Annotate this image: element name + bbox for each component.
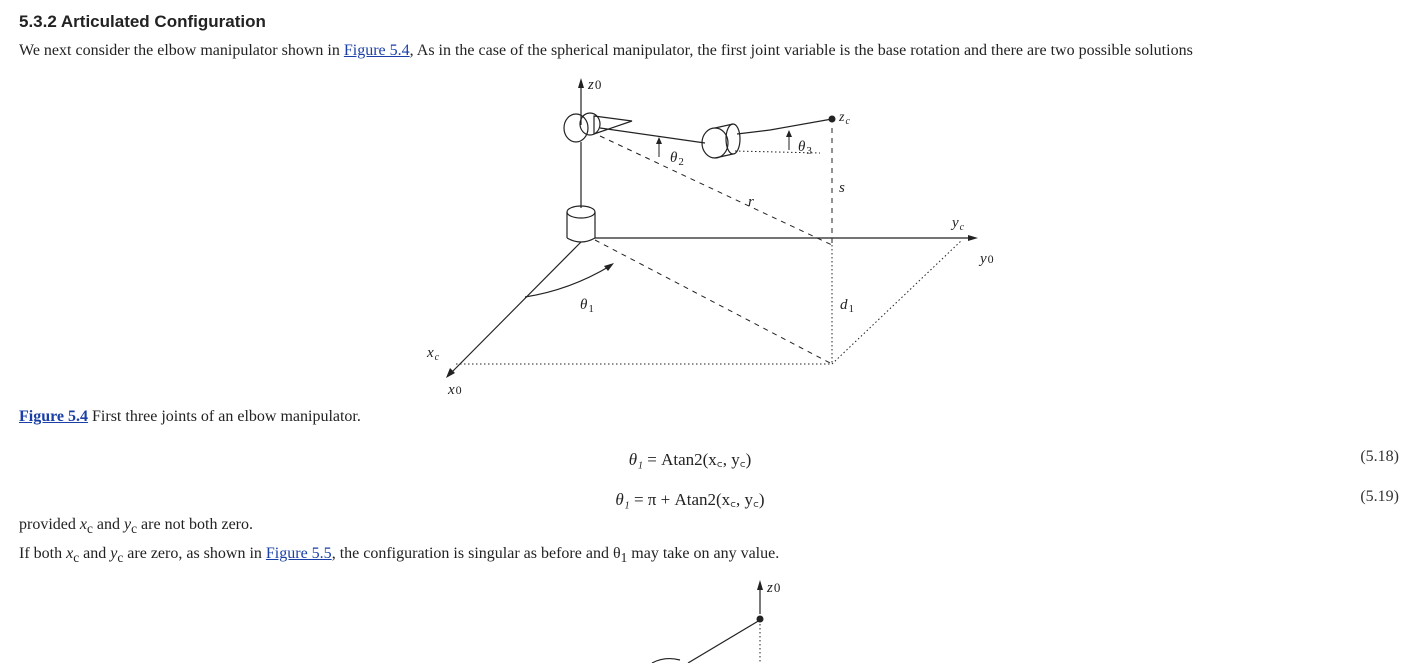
d1-label: $d_1$ xyxy=(840,297,854,315)
y0-label: y0 xyxy=(980,251,994,267)
theta1-label: $\theta_1$ xyxy=(580,297,594,315)
fig55-forearm xyxy=(688,620,760,663)
singular-paragraph: If both $x_c$ and $y_c$ are zero, as shown in Figure 5.5, the configuration is singular as before and $\theta_1$ may take on any value. xyxy=(19,545,780,566)
fig55-z0-arrowhead xyxy=(757,580,763,590)
zc-label: $z_c$ xyxy=(839,110,850,127)
fig55-z0-label: z0 xyxy=(767,580,781,596)
y0-arrowhead xyxy=(968,235,978,241)
section-heading: 5.3.2 Articulated Configuration xyxy=(19,12,266,31)
equation-number-5-18: (5.18) xyxy=(1360,448,1399,465)
theta3-label: $\theta_3$ xyxy=(798,139,812,157)
z0-label: z0 xyxy=(588,77,602,93)
eq1-rhs: = Atan2(x꜀, y꜀) xyxy=(647,450,752,469)
fig55-wrist-point xyxy=(757,616,764,623)
intro-text-before: We next consider the elbow manipulator shown in xyxy=(19,42,344,59)
yc-label: $y_c$ xyxy=(952,215,965,233)
wrist-center-point xyxy=(829,116,836,123)
shoulder-joint xyxy=(564,114,588,142)
theta2-label: $\theta_2$ xyxy=(670,150,684,168)
figure-5-4-caption xyxy=(19,408,361,426)
equation-5-18 xyxy=(560,447,820,470)
theta3-arrowhead xyxy=(786,130,792,137)
eq2-lhs: θ₁ xyxy=(615,490,630,509)
ground-dotted-y xyxy=(832,240,962,364)
caption-text: First three joints of an elbow manipulator. xyxy=(88,408,361,425)
equation-5-19 xyxy=(560,487,820,510)
equation-number-5-19: (5.19) xyxy=(1360,488,1399,505)
theta1-arc xyxy=(525,266,610,297)
xc-label: $x_c$ xyxy=(427,345,440,363)
upper-link xyxy=(600,128,705,143)
elbow-joint xyxy=(702,128,728,158)
forearm-link xyxy=(737,119,832,134)
z0-arrowhead xyxy=(578,78,584,88)
fig55-elbow-joint xyxy=(652,659,680,663)
s-label: s xyxy=(839,180,845,196)
caption-figure-5-4-link[interactable]: Figure 5.4 xyxy=(19,408,89,425)
intro-text-after: , As in the case of the spherical manipulator, the first joint variable is the base rotation and there are two possible solutions xyxy=(409,42,1193,59)
figure-5-5-link[interactable]: Figure 5.5 xyxy=(265,545,332,562)
provided-paragraph: provided $x_c$ and $y_c$ are not both zero. xyxy=(19,516,253,537)
projection-dashed-line xyxy=(595,240,832,364)
base-cylinder-bottom xyxy=(567,238,595,242)
eq1-lhs: θ₁ xyxy=(628,450,644,469)
theta2-arrowhead xyxy=(656,137,662,144)
r-label: r xyxy=(748,194,754,210)
theta1-arrowhead xyxy=(604,263,614,271)
x0-label: x0 xyxy=(448,382,462,398)
eq2-rhs: = π + Atan2(x꜀, y꜀) xyxy=(633,490,765,509)
x0-axis xyxy=(450,242,581,374)
figure-5-4-link[interactable]: Figure 5.4 xyxy=(343,42,410,59)
